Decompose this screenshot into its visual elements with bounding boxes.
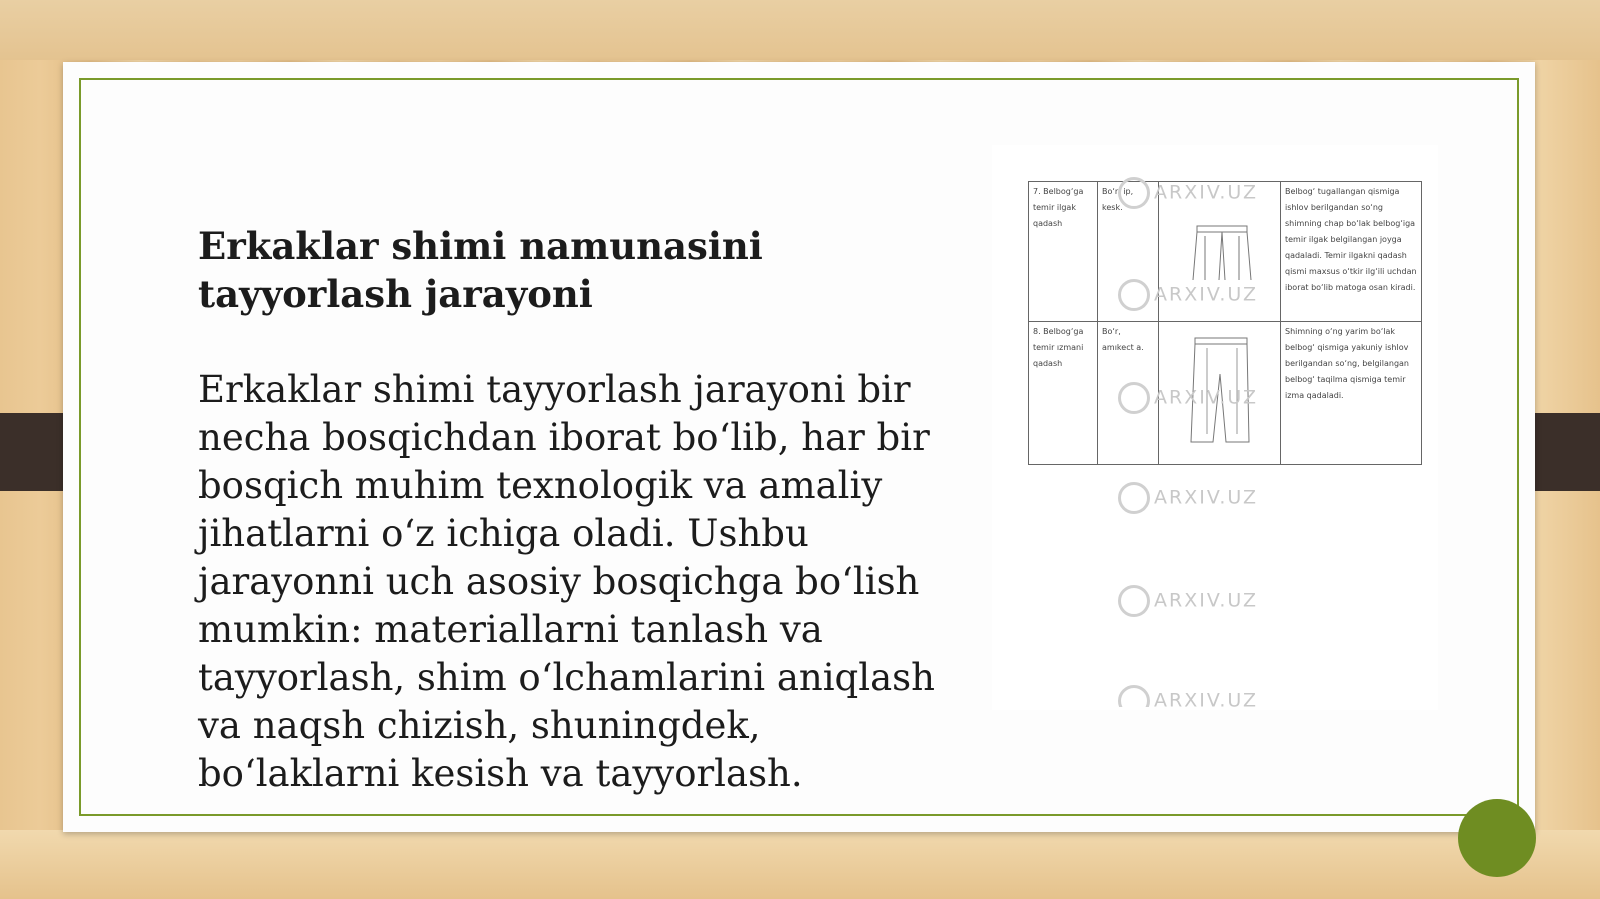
slide-body-text: Erkaklar shimi tayyorlash jarayoni bir necha bosqichdan iborat bo‘lib, har bir bosqich muhim texnologik va amaliy jihatlarni o‘z ichiga oladi. Ushbu jarayonni uch asosiy bosqichga bo‘lish mumkin: materiallarni tanlash va tayyorlash, shim o‘lchamlarini aniqlash va naqsh chizish, shuningdek, bo‘laklarni kesish va tayyorlash. [198,368,935,795]
watermark: ARXIV.UZ [1118,382,1258,414]
process-table [1028,181,1422,465]
background-wood-bottom [0,830,1600,899]
magnifier-icon [1118,279,1150,311]
table-cell-desc-1: Belbog‘ tugallangan qismiga ishlov berilgandan so‘ng shimning chap bo‘lak belbog‘iga temir ilgak belgilangan joyga qadaladi. Temir ilgakni qadash qismi maxsus o‘tkir ilg‘ili uchdan iborat bo‘lib matoga osan kiradi. [1281,182,1421,322]
magnifier-icon [1118,585,1150,617]
magnifier-icon [1118,482,1150,514]
table-cell-material-2: Bo‘r, amıkect a. [1098,322,1159,464]
magnifier-icon [1118,382,1150,414]
table-cell-step-1: 7. Belbog‘ga temir ilgak qadash [1029,182,1098,322]
background-wood-top [0,0,1600,60]
magnifier-icon [1118,177,1150,209]
slide-title: Erkaklar shimi namunasini tayyorlash jarayoni [198,224,763,316]
document-image [992,145,1438,710]
watermark: ARXIV.UZ [1118,177,1258,209]
watermark: ARXIV.UZ [1118,482,1258,514]
watermark: ARXIV.UZ [1118,279,1258,311]
table-cell-step-2: 8. Belbog‘ga temir ızmani qadash [1029,322,1098,464]
decorative-circle [1458,799,1536,877]
magnifier-icon [1118,685,1150,707]
table-cell-material-1: Bo‘r, ip, kesk. [1098,182,1159,322]
watermark: ARXIV.UZ [1118,585,1258,617]
watermark: ARXIV.UZ [1118,685,1258,707]
table-cell-desc-2: Shimning o‘ng yarim bo‘lak belbog‘ qismiga yakuniy ishlov berilgandan so‘ng, belgilangan belbog‘ taqilma qismiga temir izma qadaladi. [1285,327,1409,400]
